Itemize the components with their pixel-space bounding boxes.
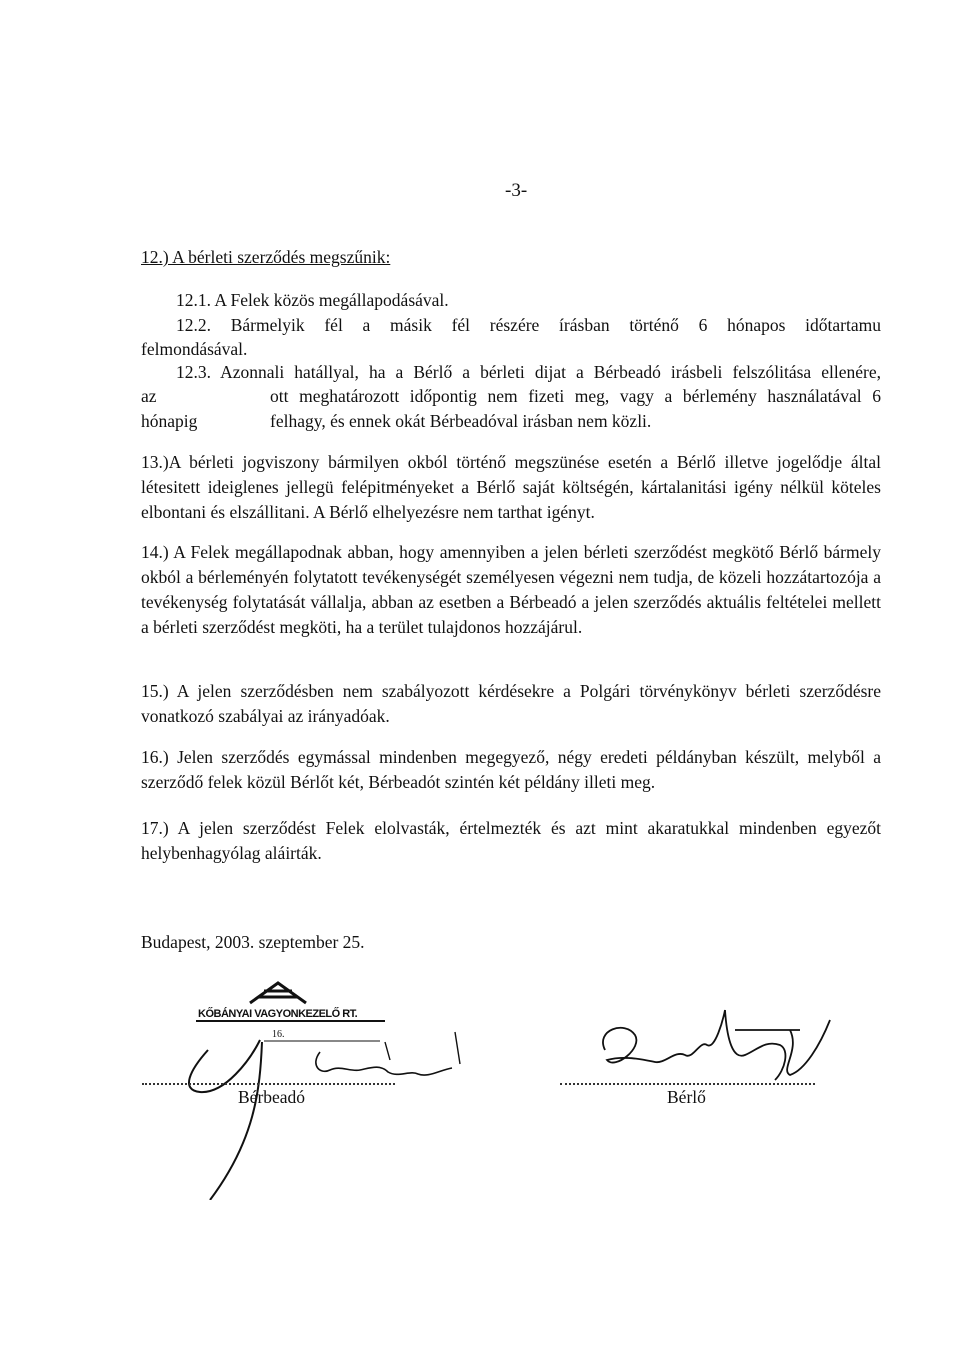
section-12-heading: [141, 246, 390, 268]
landlord-signature-line: [142, 1083, 395, 1085]
stamp-number: 16.: [272, 1029, 285, 1040]
section-12-3-az: az: [141, 386, 157, 406]
landlord-signature-icon: [170, 1030, 470, 1200]
section-13: 13.)A bérleti jogviszony bármilyen okból történő megszünése esetén a Bérlő illetve jogelődje által létesitett ideiglenes jellegü felépitményeket a Bérlő saját költségén, kártalanitási igény nélkül köteles elbontani és elszállitani. A Bérlő elhelyezésre nem tarthat igényt.: [141, 452, 881, 522]
section-12-3-honapig: hónapig: [141, 411, 198, 431]
tenant-signature: [585, 1000, 835, 1110]
section-15: 15.) A jelen szerződésben nem szabályozott kérdésekre a Polgári törvénykönyv bérleti szerződésre vonatkozó szabályai az irányadóak.: [141, 681, 881, 726]
section-17: 17.) A jelen szerződést Felek elolvasták, értelmezték és azt mint akaratukkal mindenben egyezőt helybenhagyólag aláirták.: [141, 818, 881, 863]
landlord-signature: [170, 1030, 470, 1200]
section-12-3-line1: 12.3. Azonnali hatállyal, ha a Bérlő a bérleti dijat a Bérbeadó irásbeli felszólitása ellenére,: [176, 362, 881, 382]
section-14: 14.) A Felek megállapodnak abban, hogy amennyiben a jelen bérleti szerződést megkötő Bérlő bármely okból a bérleményén folytatott tevékenységét személyesen végezni nem tudja, de közeli hozzátartozója a tevékenység folytatását vállalja, abban az esetben a Bérbeadó a jelen szerződés aktuális feltételei mellett a bérleti szerződést megköti, ha a terület tulajdonos hozzájárul.: [141, 542, 881, 637]
section-12-2-line2: felmondásával.: [141, 339, 248, 359]
landlord-label: Bérbeadó: [238, 1087, 306, 1107]
page-number: -3-: [505, 180, 528, 201]
section-16: 16.) Jelen szerződés egymással mindenben megegyező, négy eredeti példányban készült, melyből a szerződő felek közül Bérlőt két, Bérbeadót szintén két példány illeti meg.: [141, 747, 881, 792]
date-line: Budapest, 2003. szeptember 25.: [141, 932, 365, 952]
section-12-2-line1: 12.2. Bármelyik fél a másik fél részére írásban történő 6 hónapos időtartamu: [176, 315, 881, 335]
section-12-heading-text: 12.) A bérleti szerződés megszűnik:: [141, 247, 391, 267]
section-12-3-line3: felhagy, és ennek okát Bérbeadóval irásban nem közli.: [270, 411, 652, 431]
tenant-label: Bérlő: [667, 1087, 706, 1107]
stamp-text: KŐBÁNYAI VAGYONKEZELŐ RT.: [198, 1008, 358, 1020]
tenant-signature-icon: [585, 1000, 835, 1110]
tenant-signature-line: [560, 1083, 815, 1085]
section-12-3-line2: ott meghatározott időpontig nem fizeti meg, vagy a bérlemény használatával 6: [270, 386, 881, 406]
section-12-1: 12.1. A Felek közös megállapodásával.: [176, 290, 449, 310]
